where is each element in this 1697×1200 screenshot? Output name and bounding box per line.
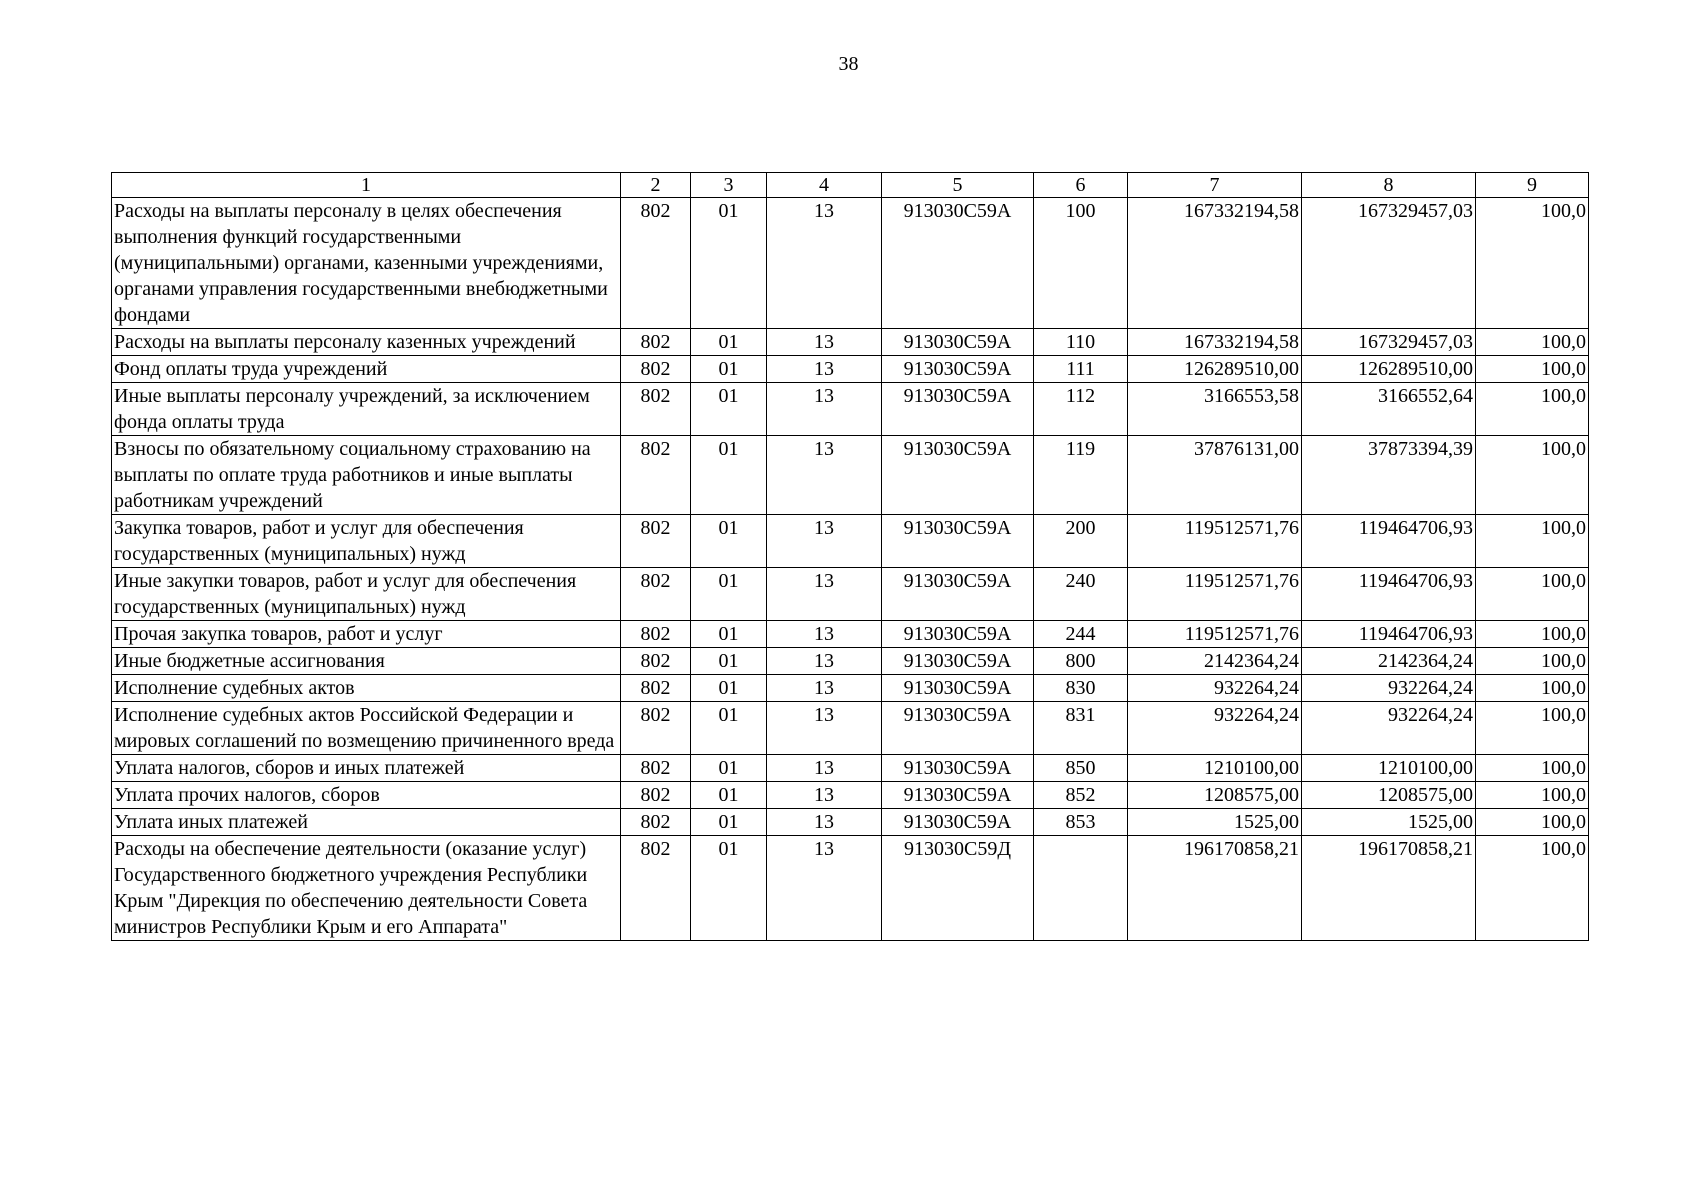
target-article-cell: 913030С59Д [882,836,1034,941]
target-article-cell: 913030С59А [882,782,1034,809]
section-code-cell: 01 [691,782,767,809]
ministry-code-cell: 802 [621,621,691,648]
table-row [112,675,1589,702]
column-header-9: 9 [1476,173,1589,198]
subsection-code-cell: 13 [767,836,882,941]
expense-type-cell: 830 [1034,675,1128,702]
executed-amount-cell: 167329457,03 [1302,329,1476,356]
section-code-cell: 01 [691,648,767,675]
executed-amount-cell: 126289510,00 [1302,356,1476,383]
section-code-cell: 01 [691,621,767,648]
target-article-cell: 913030С59А [882,198,1034,329]
planned-amount-cell: 1210100,00 [1128,755,1302,782]
expense-type-cell: 831 [1034,702,1128,755]
expense-name-cell: Исполнение судебных актов Российской Федерации и мировых соглашений по возмещению причиненного вреда [112,702,621,755]
subsection-code-cell: 13 [767,621,882,648]
expense-name-cell: Расходы на выплаты персоналу казенных учреждений [112,329,621,356]
execution-percent-cell: 100,0 [1476,782,1589,809]
execution-percent-cell: 100,0 [1476,675,1589,702]
expense-type-cell: 244 [1034,621,1128,648]
expense-name-cell: Уплата налогов, сборов и иных платежей [112,755,621,782]
table-row [112,702,1589,755]
planned-amount-cell: 167332194,58 [1128,329,1302,356]
table-row [112,356,1589,383]
planned-amount-cell: 119512571,76 [1128,568,1302,621]
target-article-cell: 913030С59А [882,809,1034,836]
page-number: 38 [838,53,859,75]
expense-type-cell [1034,836,1128,941]
target-article-cell: 913030С59А [882,515,1034,568]
table-row [112,436,1589,515]
subsection-code-cell: 13 [767,702,882,755]
section-code-cell: 01 [691,198,767,329]
budget-table [111,172,1589,941]
expense-name-cell: Иные закупки товаров, работ и услуг для обеспечения государственных (муниципальных) нужд [112,568,621,621]
execution-percent-cell: 100,0 [1476,809,1589,836]
execution-percent-cell: 100,0 [1476,198,1589,329]
expense-name-cell: Фонд оплаты труда учреждений [112,356,621,383]
section-code-cell: 01 [691,836,767,941]
executed-amount-cell: 119464706,93 [1302,621,1476,648]
table-row [112,621,1589,648]
execution-percent-cell: 100,0 [1476,648,1589,675]
ministry-code-cell: 802 [621,648,691,675]
table-row [112,568,1589,621]
planned-amount-cell: 1525,00 [1128,809,1302,836]
ministry-code-cell: 802 [621,356,691,383]
expense-name-cell: Взносы по обязательному социальному страхованию на выплаты по оплате труда работников и иные выплаты работникам учреждений [112,436,621,515]
table-row [112,755,1589,782]
expense-type-cell: 200 [1034,515,1128,568]
subsection-code-cell: 13 [767,782,882,809]
execution-percent-cell: 100,0 [1476,568,1589,621]
ministry-code-cell: 802 [621,515,691,568]
column-header-8: 8 [1302,173,1476,198]
table-row [112,648,1589,675]
expense-name-cell: Исполнение судебных актов [112,675,621,702]
execution-percent-cell: 100,0 [1476,356,1589,383]
table-row [112,782,1589,809]
expense-type-cell: 112 [1034,383,1128,436]
executed-amount-cell: 119464706,93 [1302,515,1476,568]
target-article-cell: 913030С59А [882,329,1034,356]
expense-name-cell: Закупка товаров, работ и услуг для обеспечения государственных (муниципальных) нужд [112,515,621,568]
executed-amount-cell: 932264,24 [1302,702,1476,755]
target-article-cell: 913030С59А [882,755,1034,782]
column-header-2: 2 [621,173,691,198]
section-code-cell: 01 [691,675,767,702]
subsection-code-cell: 13 [767,568,882,621]
table-row [112,515,1589,568]
expense-type-cell: 853 [1034,809,1128,836]
execution-percent-cell: 100,0 [1476,836,1589,941]
section-code-cell: 01 [691,356,767,383]
section-code-cell: 01 [691,755,767,782]
executed-amount-cell: 3166552,64 [1302,383,1476,436]
section-code-cell: 01 [691,436,767,515]
planned-amount-cell: 119512571,76 [1128,621,1302,648]
expense-name-cell: Уплата прочих налогов, сборов [112,782,621,809]
column-header-1: 1 [112,173,621,198]
executed-amount-cell: 37873394,39 [1302,436,1476,515]
execution-percent-cell: 100,0 [1476,621,1589,648]
ministry-code-cell: 802 [621,436,691,515]
planned-amount-cell: 3166553,58 [1128,383,1302,436]
table-row [112,329,1589,356]
expense-type-cell: 850 [1034,755,1128,782]
expense-name-cell: Прочая закупка товаров, работ и услуг [112,621,621,648]
target-article-cell: 913030С59А [882,702,1034,755]
execution-percent-cell: 100,0 [1476,383,1589,436]
section-code-cell: 01 [691,809,767,836]
executed-amount-cell: 167329457,03 [1302,198,1476,329]
executed-amount-cell: 932264,24 [1302,675,1476,702]
expense-name-cell: Расходы на обеспечение деятельности (оказание услуг) Государственного бюджетного учреждения Республики Крым "Дирекция по обеспечению деятельности Совета министров Республики Крым и его Аппарата" [112,836,621,941]
subsection-code-cell: 13 [767,356,882,383]
planned-amount-cell: 932264,24 [1128,675,1302,702]
ministry-code-cell: 802 [621,383,691,436]
ministry-code-cell: 802 [621,675,691,702]
expense-type-cell: 111 [1034,356,1128,383]
expense-name-cell: Уплата иных платежей [112,809,621,836]
subsection-code-cell: 13 [767,436,882,515]
ministry-code-cell: 802 [621,782,691,809]
planned-amount-cell: 932264,24 [1128,702,1302,755]
planned-amount-cell: 119512571,76 [1128,515,1302,568]
column-header-3: 3 [691,173,767,198]
column-header-4: 4 [767,173,882,198]
expense-type-cell: 110 [1034,329,1128,356]
ministry-code-cell: 802 [621,702,691,755]
target-article-cell: 913030С59А [882,621,1034,648]
column-header-7: 7 [1128,173,1302,198]
planned-amount-cell: 2142364,24 [1128,648,1302,675]
planned-amount-cell: 37876131,00 [1128,436,1302,515]
executed-amount-cell: 1210100,00 [1302,755,1476,782]
target-article-cell: 913030С59А [882,356,1034,383]
execution-percent-cell: 100,0 [1476,436,1589,515]
column-header-6: 6 [1034,173,1128,198]
target-article-cell: 913030С59А [882,648,1034,675]
table-row [112,809,1589,836]
table-header-row [112,173,1589,198]
subsection-code-cell: 13 [767,809,882,836]
executed-amount-cell: 196170858,21 [1302,836,1476,941]
section-code-cell: 01 [691,568,767,621]
section-code-cell: 01 [691,702,767,755]
subsection-code-cell: 13 [767,675,882,702]
column-header-5: 5 [882,173,1034,198]
ministry-code-cell: 802 [621,755,691,782]
table-body [112,198,1589,941]
execution-percent-cell: 100,0 [1476,515,1589,568]
ministry-code-cell: 802 [621,836,691,941]
executed-amount-cell: 119464706,93 [1302,568,1476,621]
execution-percent-cell: 100,0 [1476,755,1589,782]
expense-type-cell: 100 [1034,198,1128,329]
subsection-code-cell: 13 [767,515,882,568]
section-code-cell: 01 [691,329,767,356]
expense-name-cell: Расходы на выплаты персоналу в целях обеспечения выполнения функций государственными (муниципальными) органами, казенными учреждениями, органами управления государственными внебюджетными фондами [112,198,621,329]
table-row [112,383,1589,436]
ministry-code-cell: 802 [621,568,691,621]
target-article-cell: 913030С59А [882,568,1034,621]
expense-type-cell: 800 [1034,648,1128,675]
planned-amount-cell: 126289510,00 [1128,356,1302,383]
expense-type-cell: 240 [1034,568,1128,621]
section-code-cell: 01 [691,515,767,568]
subsection-code-cell: 13 [767,755,882,782]
executed-amount-cell: 1525,00 [1302,809,1476,836]
executed-amount-cell: 1208575,00 [1302,782,1476,809]
expense-type-cell: 852 [1034,782,1128,809]
ministry-code-cell: 802 [621,809,691,836]
target-article-cell: 913030С59А [882,383,1034,436]
planned-amount-cell: 167332194,58 [1128,198,1302,329]
execution-percent-cell: 100,0 [1476,702,1589,755]
expense-type-cell: 119 [1034,436,1128,515]
section-code-cell: 01 [691,383,767,436]
expense-name-cell: Иные выплаты персоналу учреждений, за исключением фонда оплаты труда [112,383,621,436]
subsection-code-cell: 13 [767,648,882,675]
subsection-code-cell: 13 [767,383,882,436]
execution-percent-cell: 100,0 [1476,329,1589,356]
ministry-code-cell: 802 [621,329,691,356]
table-row [112,198,1589,329]
expense-name-cell: Иные бюджетные ассигнования [112,648,621,675]
table-row [112,836,1589,941]
ministry-code-cell: 802 [621,198,691,329]
planned-amount-cell: 196170858,21 [1128,836,1302,941]
subsection-code-cell: 13 [767,329,882,356]
target-article-cell: 913030С59А [882,436,1034,515]
planned-amount-cell: 1208575,00 [1128,782,1302,809]
target-article-cell: 913030С59А [882,675,1034,702]
subsection-code-cell: 13 [767,198,882,329]
executed-amount-cell: 2142364,24 [1302,648,1476,675]
